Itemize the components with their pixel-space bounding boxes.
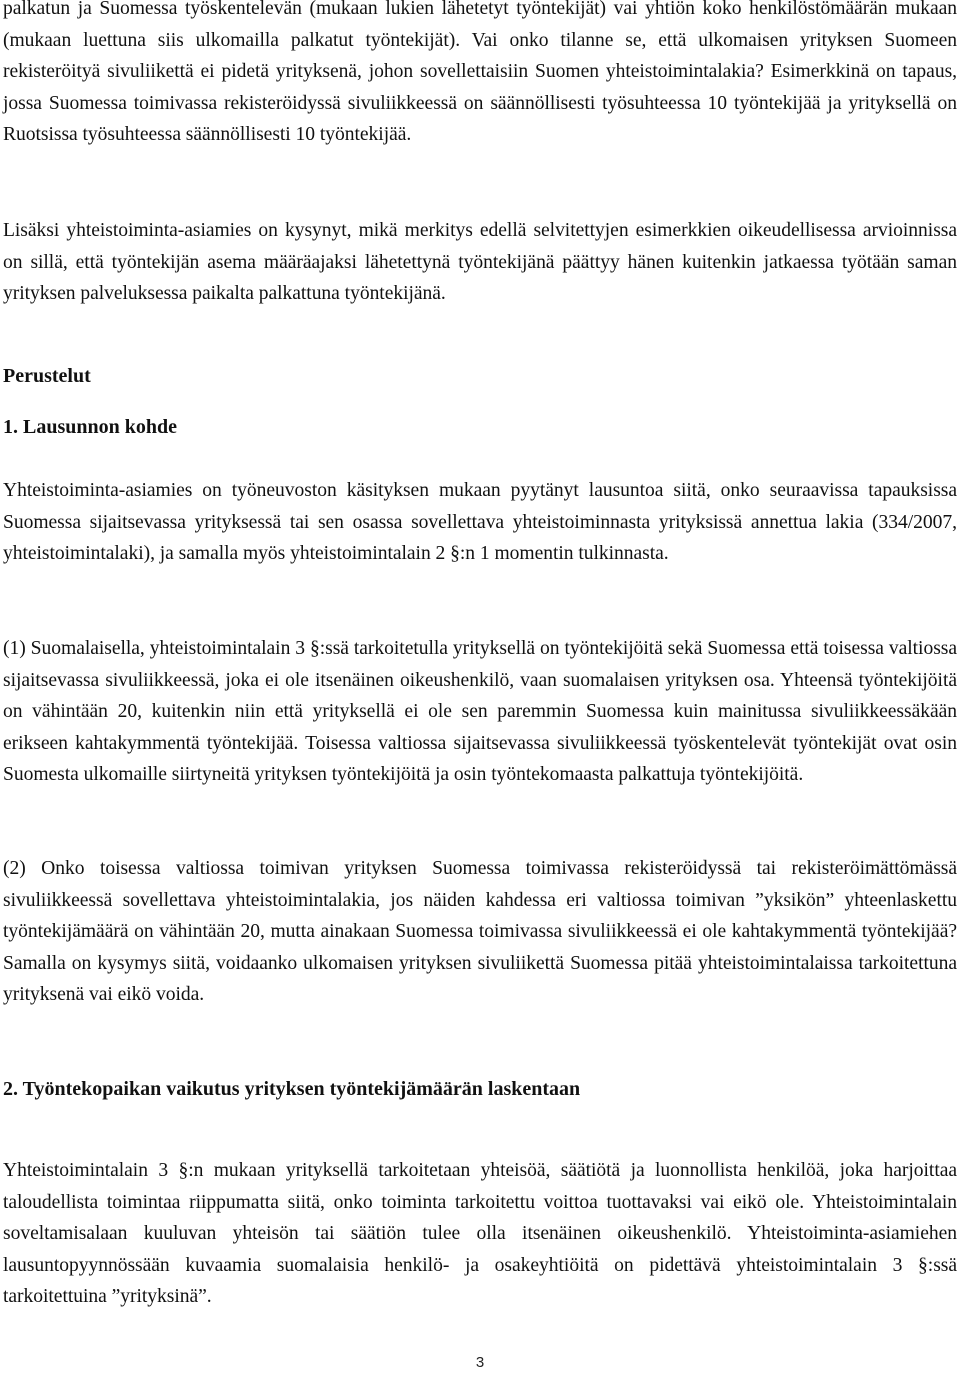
paragraph-case-2: (2) Onko toisessa valtiossa toimivan yrityksen Suomessa toimivassa rekisteröidyssä tai rekisteröimättömässä sivuliikkeessä sovellettava yhteistoimintalakia, jos näiden kahdessa eri valtiossa toimivan ”yksikön” yhteenlaskettu työntekijämäärä on vähintään 20, mutta ainakaan Suomessa toimivassa sivuliikkeessä ei ole kahtakymmentä työntekijää? Samalla on kysymys siitä, voidaanko ulkomaisen yrityksen sivuliikettä Suomessa pitää yhteistoimintalaissa tarkoitettuna yrityksenä vai eikö voida. [3, 858, 957, 1005]
heading-perustelut: Perustelut [3, 365, 91, 387]
paragraph-intro-continuation: palkatun ja Suomessa työskentelevän (mukaan lukien lähetetyt työntekijät) vai yhtiön koko henkilöstömäärän mukaan (mukaan luettuna siis ulkomailla palkatut työntekijät). Vai onko tilanne se, että ulkomaisen yrityksen Suomeen rekisteröityä sivuliikettä ei pidetä yrityksenä, johon sovellettaisiin Suomen yhteistoimintalakia? Esimerkkinä on tapaus, jossa Suomessa toimivassa rekisteröidyssä sivuliikkeessä on säännöllisesti työsuhteessa 10 työntekijää ja yrityksellä on Ruotsissa työsuhteessa säännöllisesti 10 työntekijää. [3, 0, 957, 145]
paragraph-company-definition: Yhteistoimintalain 3 §:n mukaan yrityksellä tarkoitetaan yhteisöä, säätiötä ja luonnollista henkilöä, joka harjoittaa taloudellista toimintaa riippumatta siitä, onko toiminta tarkoitettu voittoa tuottavaksi vai eikö ole. Yhteistoimintalain soveltamisalaan kuuluvan yhteisön tai säätiön tulee olla itsenäinen oikeushenkilö. Yhteistoiminta-asiamiehen lausuntopyynnössään kuvaamia suomalaisia henkilö- ja osakeyhtiöitä on pidettävä yhteistoimintalain 3 §:ssä tarkoitettuina ”yrityksinä”. [3, 1160, 957, 1307]
page-number: 3 [475, 1354, 485, 1371]
paragraph-request-description: Yhteistoiminta-asiamies on työneuvoston käsityksen mukaan pyytänyt lausuntoa siitä, onko seuraavissa tapauksissa Suomessa sijaitsevassa yrityksessä tai sen osassa sovellettava yhteistoiminnasta yrityksissä annettua lakia (334/2007, yhteistoimintalaki), ja samalla myös yhteistoimintalain 2 §:n 1 momentin tulkinnasta. [3, 480, 957, 564]
heading-section-1: 1. Lausunnon kohde [3, 416, 177, 438]
paragraph-case-1: (1) Suomalaisella, yhteistoimintalain 3 §:ssä tarkoitetulla yrityksellä on työntekijöitä sekä Suomessa että toisessa valtiossa sijaitsevassa sivuliikkeessä, joka ei ole itsenäinen oikeushenkilö, vaan suomalaisen yrityksen osa. Yhteensä työntekijöitä on vähintään 20, kuitenkin niin että yrityksellä ei ole sen paremmin Suomessa kuin mainitussa sivuliikkeessäkään erikseen kahtakymmentä työntekijää. Toisessa valtiossa sijaitsevassa sivuliikkeessä työskentelevät työntekijät ovat osin Suomesta ulkomaille siirtyneitä yrityksen työntekijöitä ja osin työntekomaasta palkattuja työntekijöitä. [3, 638, 957, 785]
heading-section-2: 2. Työntekopaikan vaikutus yrityksen työntekijämäärän laskentaan [3, 1078, 581, 1100]
paragraph-additional-question: Lisäksi yhteistoiminta-asiamies on kysynyt, mikä merkitys edellä selvitettyjen esimerkkien oikeudellisessa arvioinnissa on sillä, että työntekijän asema määräajaksi lähetettynä työntekijänä päättyy hänen kuitenkin jatkaessa työtään saman yrityksen palveluksessa paikalta palkattuna työntekijänä. [3, 220, 957, 304]
